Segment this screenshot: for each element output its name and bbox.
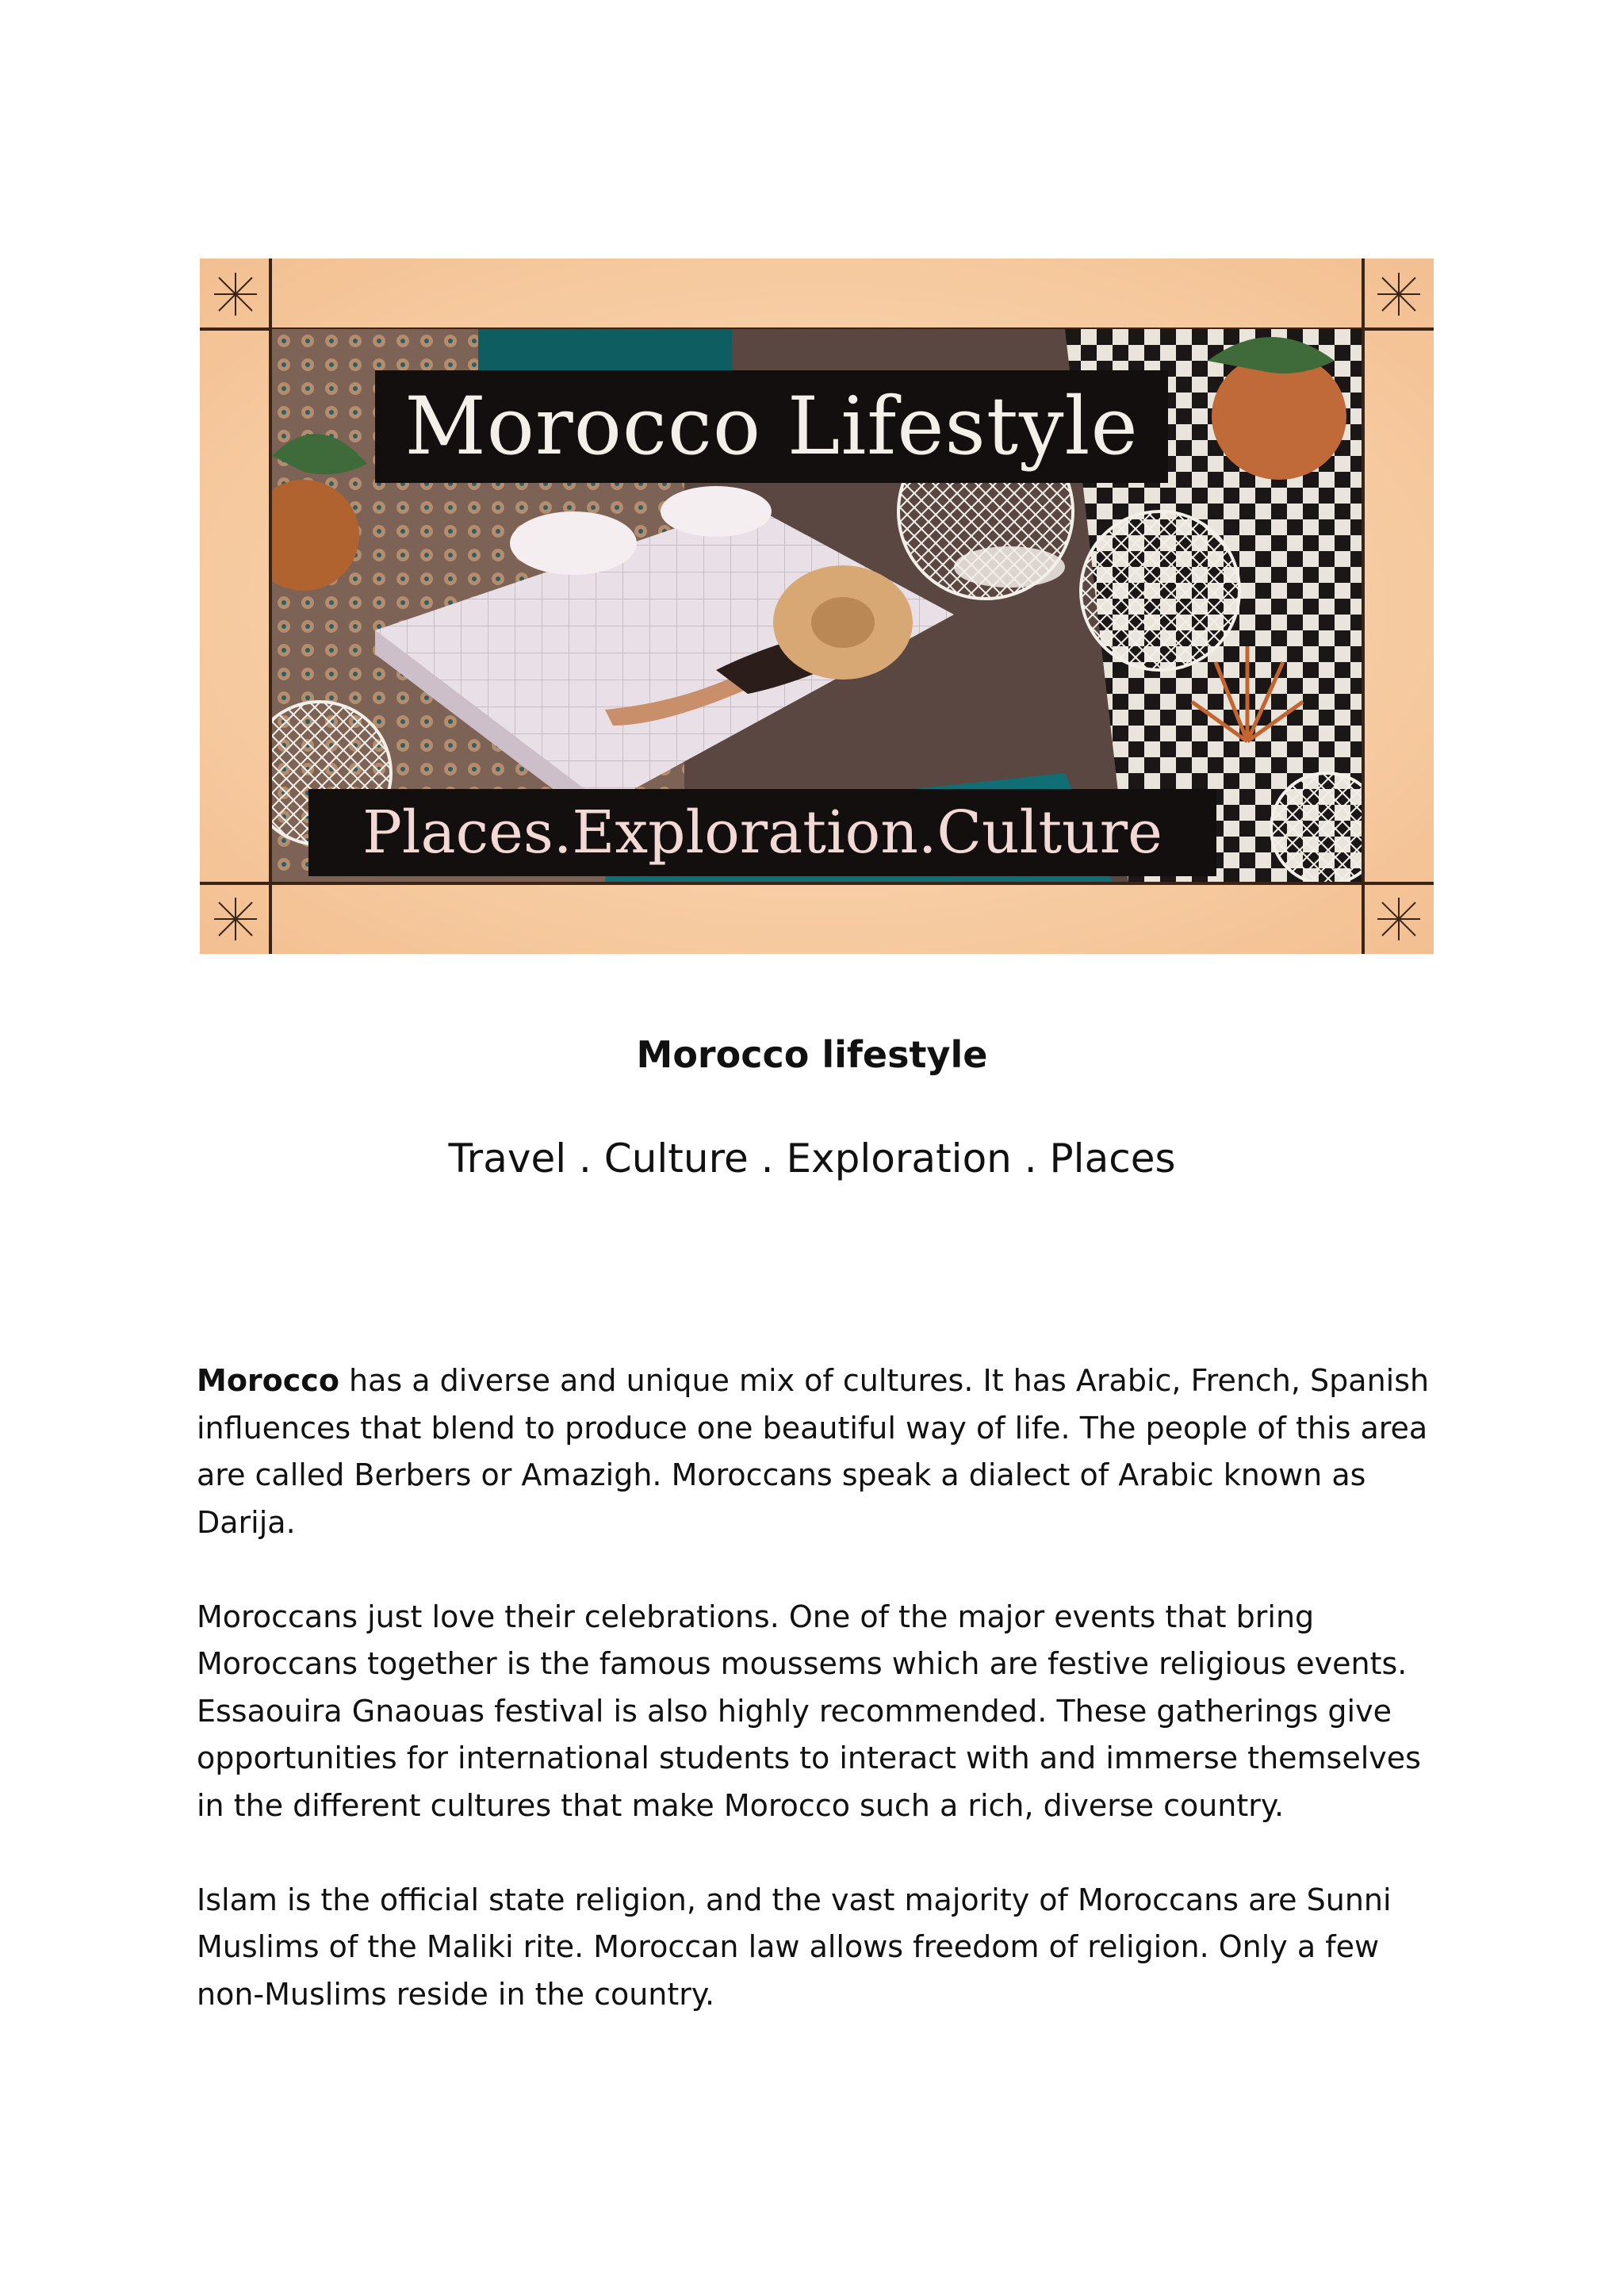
frame-line-bottom	[200, 882, 1434, 885]
hero-title: Morocco Lifestyle	[375, 370, 1168, 483]
star-ornament-icon	[208, 891, 263, 947]
article-body	[197, 1358, 1442, 2066]
page-subtitle: Travel . Culture . Exploration . Places	[448, 1136, 1176, 1181]
star-ornament-icon	[1371, 891, 1427, 947]
paragraph-intro-text: has a diverse and unique mix of cultures. It has Arabic, French, Spanish influences that blend to produce one beautiful way of life. The people of this area are called Berbers or Amazigh. Moroccans speak a dialect of Arabic known as Darija.	[197, 1363, 1430, 1540]
hero-tagline: Places.Exploration.Culture	[308, 789, 1216, 876]
paragraph-religion: Islam is the official state religion, and the vast majority of Moroccans are Sunni Muslims of the Maliki rite. Moroccan law allows freedom of religion. Only a few non-Muslims reside in the country.	[197, 1882, 1392, 2012]
paragraph-intro	[197, 1358, 1442, 1546]
hero-banner	[200, 259, 1434, 954]
frame-line-right	[1362, 259, 1365, 954]
hero-photo	[272, 329, 1362, 882]
bold-keyword: Morocco	[197, 1363, 339, 1398]
star-ornament-icon	[208, 266, 263, 322]
paragraph-celebrations: Moroccans just love their celebrations. One of the major events that bring Moroccans together is the famous moussems which are festive religious events. Essaouira Gnaouas festival is also highly recommended. These gatherings give opportunities for international students to interact with and immerse themselves in the different cultures that make Morocco such a rich, diverse country.	[197, 1599, 1421, 1823]
star-ornament-icon	[1371, 266, 1427, 322]
page-title: Morocco lifestyle	[636, 1033, 988, 1076]
